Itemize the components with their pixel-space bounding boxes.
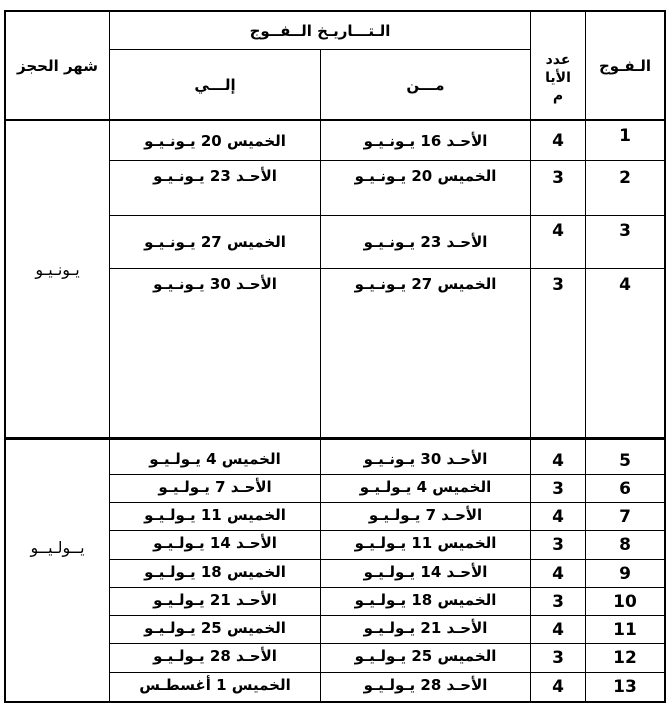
from-date: الخميس 25 يـولـيـو: [354, 647, 497, 665]
to-date: الخميس 27 يـونـيـو: [144, 233, 286, 251]
from-date: الأحـد 14 يـولـيـو: [363, 563, 488, 581]
from-date: الخميس 20 يـونـيـو: [354, 167, 497, 185]
group-number: 6: [619, 479, 631, 499]
row-line: [109, 268, 666, 269]
from-header: مـــن: [406, 75, 445, 94]
month-label-july: يــولـيــو: [30, 537, 85, 557]
booking-month-header: شهر الحجز: [17, 56, 98, 75]
to-date: الأحـد 23 يـونـيـو: [153, 167, 277, 185]
days-count: 3: [552, 648, 564, 668]
from-date: الخميس 4 يـولـيـو: [359, 478, 492, 496]
to-date: الخميس 1 أغسطـس: [139, 676, 291, 694]
to-date: الأحـد 7 يـولـيـو: [158, 478, 272, 496]
month-label-june: يـونـيـو: [35, 259, 80, 279]
days-count: 4: [552, 620, 564, 640]
days-count: 4: [552, 564, 564, 584]
row-line: [109, 160, 666, 161]
table-bottom-border: [4, 701, 666, 703]
group-number: 2: [619, 168, 631, 188]
days-count-header-line3: م: [552, 88, 564, 104]
group-number: 12: [613, 648, 637, 668]
group-number: 11: [613, 620, 637, 640]
group-number: 3: [619, 221, 631, 241]
from-date: الأحـد 23 يـونـيـو: [363, 233, 488, 251]
from-date: الأحـد 21 يـولـيـو: [363, 619, 488, 637]
days-count-header: [531, 38, 585, 118]
days-count: 3: [552, 275, 564, 295]
to-date: الأحـد 28 يـولـيـو: [153, 647, 277, 665]
to-date: الأحـد 30 يـونـيـو: [153, 275, 277, 293]
to-date: الأحـد 21 يـولـيـو: [153, 591, 277, 609]
table-right-border: [664, 10, 666, 703]
days-count: 4: [552, 451, 564, 471]
from-date: الأحـد 30 يـونـيـو: [363, 450, 488, 468]
from-date: الأحـد 28 يـولـيـو: [363, 676, 488, 694]
period-header: الـتـــاريـخ الــفــوج: [249, 21, 391, 40]
from-date: الأحـد 16 يـونـيـو: [363, 132, 488, 150]
month-divider-line: [4, 437, 666, 440]
from-date: الخميس 27 يـونـيـو: [354, 275, 497, 293]
group-number: 7: [619, 507, 631, 527]
to-date: الخميس 25 يـولـيـو: [144, 619, 286, 637]
group-number: 10: [613, 592, 637, 612]
group-number: 1: [619, 126, 631, 146]
days-count: 3: [552, 535, 564, 555]
to-date: الخميس 18 يـولـيـو: [144, 563, 286, 581]
to-header: إلـــي: [194, 75, 236, 94]
row-line: [109, 215, 666, 216]
to-date: الخميس 11 يـولـيـو: [144, 506, 286, 524]
group-header: الـفـوج: [598, 56, 652, 75]
days-count: 3: [552, 592, 564, 612]
from-date: الخميس 18 يـولـيـو: [354, 591, 497, 609]
days-count: 3: [552, 168, 564, 188]
from-date: الخميس 11 يـولـيـو: [354, 534, 497, 552]
from-date: الأحـد 7 يـولـيـو: [368, 506, 483, 524]
days-count: 4: [552, 221, 564, 241]
header-bottom-line: [4, 119, 666, 121]
group-number: 8: [619, 535, 631, 555]
group-number: 4: [619, 275, 631, 295]
to-date: الأحـد 14 يـولـيـو: [153, 534, 277, 552]
days-count: 4: [552, 131, 564, 151]
group-number: 5: [619, 451, 631, 471]
days-count: 4: [552, 677, 564, 697]
days-count-header-line1: عدد: [545, 52, 571, 68]
days-count: 3: [552, 479, 564, 499]
group-number: 9: [619, 564, 631, 584]
to-date: الخميس 4 يـولـيـو: [149, 450, 281, 468]
days-count-header-line2: الأيا: [545, 70, 571, 86]
to-date: الخميس 20 يـونـيـو: [144, 132, 286, 150]
days-count: 4: [552, 507, 564, 527]
group-number: 13: [613, 677, 637, 697]
